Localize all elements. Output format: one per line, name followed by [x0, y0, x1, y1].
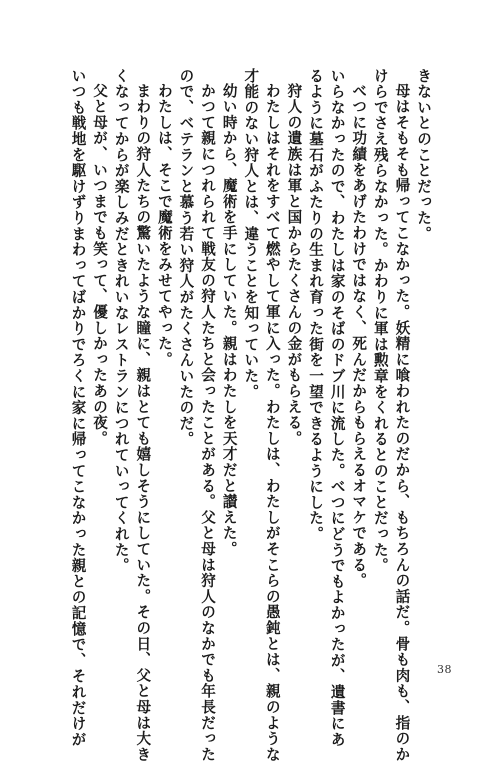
text-line: 狩人の遺族は軍と国からたくさんの金がもらえる。: [285, 82, 303, 446]
text-line: けらでさえ残らなかった。かわりに軍は勲章をくれるとのことだった。: [371, 68, 389, 574]
vertical-text-block: [54, 68, 434, 762]
text-line: まわりの狩人たちの驚いたような瞳に、親はとても嬉しそうにしていた。その日、父と母は大き: [134, 82, 152, 762]
text-line: 父と母が、いつまでも笑って、優しかったあの夜。: [91, 82, 109, 446]
text-line: ので、ベテランと慕う若い狩人がたくさんいたのだ。: [177, 68, 195, 448]
text-line: わたしは、そこで魔術をみせてやった。: [155, 82, 173, 367]
text-line: いらなかったので、わたしは家のそばのドブ川に流した。べつにどうでもよかったが、遺書にあ: [328, 68, 346, 748]
text-line: いつも戦地を駆けずりまわってばかりでろくに家に帰ってこなかった親との記憶で、それだけが: [69, 68, 87, 748]
page-number: 38: [437, 663, 452, 676]
text-line: 母はそもそも帰ってこなかった。妖精に喰われたのだから、もちろんの話だ。骨も肉も、指のか: [393, 82, 411, 762]
text-line: くなってからが楽しみだときれいなレストランにつれていってくれた。: [112, 68, 130, 574]
text-line: るように墓石がふたりの生まれ育った街を一望できるようにした。: [307, 68, 325, 542]
text-line: べつに功績をあげたわけではなく、死んだからもらえるオマケである。: [350, 82, 368, 589]
text-line: きないとのことだった。: [415, 68, 432, 242]
text-line: 幼い時から、魔術を手にしていた。親はわたしを天才だと讃えた。: [220, 82, 238, 557]
text-line: わたしはそれをすべて燃やして軍に入った。わたしは、わたしがそこらの愚鈍とは、親のような: [263, 82, 281, 762]
text-line: かつて親につれられて戦友の狩人たちと会ったことがある。父と母は狩人のなかでも年長だった: [199, 82, 217, 762]
text-line: 才能のない狩人とは、違うことを知っていた。: [242, 68, 260, 400]
